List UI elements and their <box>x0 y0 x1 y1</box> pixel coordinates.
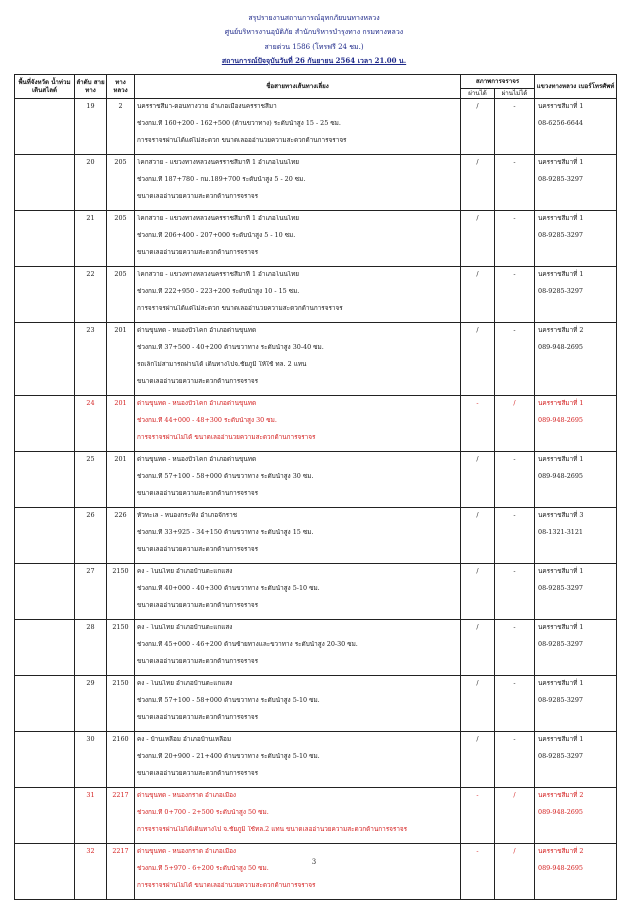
cell-office <box>535 452 617 508</box>
table-row <box>15 564 617 620</box>
cell-area <box>15 508 75 564</box>
cell-seq: 30 <box>75 732 107 788</box>
cell-area <box>15 99 75 155</box>
col-area: พื้นที่จังหวัด น้ำท่วมเดินสไลด์ <box>15 75 75 99</box>
cell-route: 2217 <box>107 844 135 900</box>
cell-office <box>535 396 617 452</box>
description-line: ขนาดเลออ่านวยความสะดวกด้านการจราจร <box>137 378 259 385</box>
report-hotline: สายด่วน 1586 (โทรฟรี 24 ชม.) <box>264 43 364 51</box>
cell-area <box>15 323 75 396</box>
office-phone: 08-9285-3297 <box>538 287 583 295</box>
cell-description <box>135 267 461 323</box>
col-seq: ลำดับ สายทาง <box>75 75 107 99</box>
description-line: ช่วงกม.ที่ 45+000 - 46+200 ด้านซ้ายทางและขวาทาง ระดับน้ำสูง 20-30 ซม. <box>137 641 358 648</box>
description-line: ขนาดเลออ่านวยความสะดวกด้านการจราจร <box>137 770 259 777</box>
cell-area <box>15 396 75 452</box>
cell-area <box>15 788 75 844</box>
col-nopass: ผ่านไม่ได้ <box>495 89 535 99</box>
description-line: ช่วงกม.ที่ 57+100 - 58+000 ด้านขวาทาง ระดับน้ำสูง 30 ซม. <box>137 473 314 480</box>
cell-pass: / <box>461 155 495 211</box>
cell-description <box>135 788 461 844</box>
description-line: ด่านขุนทด - หนองบัวโคก อำเภอด่านขุนทด <box>137 400 257 407</box>
cell-office <box>535 508 617 564</box>
cell-office <box>535 155 617 211</box>
description-line: โคกสวาย - แขวงทางหลวงนครราชสีมาที่ 1 อำเภอโนนไทย <box>137 159 300 166</box>
cell-nopass: / <box>495 844 535 900</box>
cell-nopass: - <box>495 508 535 564</box>
cell-seq: 26 <box>75 508 107 564</box>
description-line: ขนาดเลออ่านวยความสะดวกด้านการจราจร <box>137 193 259 200</box>
cell-area <box>15 676 75 732</box>
cell-area <box>15 211 75 267</box>
description-line: ด่านขุนทด - หนองบัวโคก อำเภอด่านขุนทด <box>137 456 257 463</box>
description-line: คง - โนนไทย อำเภอบ้านตะแกแสง <box>137 624 233 631</box>
col-office: แขวงทางหลวง เบอร์โทรศัพท์ <box>535 75 617 99</box>
cell-pass: / <box>461 676 495 732</box>
table-row <box>15 267 617 323</box>
description-line: ช่วงกม.ที่ 222+950 - 223+200 ระดับน้ำสูง 10 - 15 ซม. <box>137 288 300 295</box>
office-name: นครราชสีมาที่ 1 <box>538 102 584 110</box>
cell-route: 201 <box>107 452 135 508</box>
cell-office <box>535 323 617 396</box>
cell-nopass: - <box>495 99 535 155</box>
office-phone: 089-948-2695 <box>538 864 583 872</box>
cell-nopass: - <box>495 267 535 323</box>
cell-area <box>15 620 75 676</box>
description-line: ช่วงกม.ที่ 57+100 - 58+000 ด้านขวาทาง ระดับน้ำสูง 5-10 ซม. <box>137 697 320 704</box>
cell-description <box>135 620 461 676</box>
cell-nopass: - <box>495 564 535 620</box>
description-line: ช่วงกม.ที่ 0+700 - 2+500 ระดับน้ำสูง 50 ซม. <box>137 809 269 816</box>
description-line: คง - โนนไทย อำเภอบ้านตะแกแสง <box>137 568 233 575</box>
description-line: ด่านขุนทด - หนองกราด อำเภอเมือง <box>137 792 237 799</box>
cell-office <box>535 564 617 620</box>
office-name: นครราชสีมาที่ 3 <box>538 511 584 519</box>
cell-pass: / <box>461 323 495 396</box>
description-line: ช่วงกม.ที่ 37+500 - 40+200 ด้านขวาทาง ระดับน้ำสูง 30-40 ซม. <box>137 344 324 351</box>
cell-description <box>135 676 461 732</box>
cell-route: 2 <box>107 99 135 155</box>
office-phone: 08-1321-3121 <box>538 528 583 536</box>
cell-nopass: - <box>495 211 535 267</box>
office-phone: 089-948-2695 <box>538 416 583 424</box>
cell-area <box>15 452 75 508</box>
description-line: การจราจรผ่านไม่ได้ ขนาดเลออ่านวยความสะดวกด้านการจราจร <box>137 434 316 441</box>
description-line: ช่วงกม.ที่ 160+200 - 162+500 (ด้านขวาทาง) ระดับน้ำสูง 15 - 25 ซม. <box>137 120 341 127</box>
description-line: ช่วงกม.ที่ 187+780 - กม.189+700 ระดับน้ำสูง 5 - 20 ซม. <box>137 176 306 183</box>
cell-nopass: - <box>495 155 535 211</box>
description-line: คง - บ้านเหลื่อม อำเภอบ้านเหลื่อม <box>137 736 232 743</box>
office-name: นครราชสีมาที่ 1 <box>538 679 584 687</box>
cell-pass: - <box>461 396 495 452</box>
description-line: การจราจรผ่านไม่ได้เดินทางไป จ.ชัยภูมิ ใช้ทล.2 แทน ขนาดเลออ่านวยความสะดวกด้านการจราจร <box>137 826 408 833</box>
description-line: ขนาดเลออ่านวยความสะดวกด้านการจราจร <box>137 602 259 609</box>
cell-route: 201 <box>107 323 135 396</box>
report-agency: ศูนย์บริหารงานอุบัติภัย สำนักบริหารบำรุงทาง กรมทางหลวง <box>224 28 404 36</box>
table-row <box>15 452 617 508</box>
cell-office <box>535 732 617 788</box>
description-line: ช่วงกม.ที่ 206+400 - 207+000 ระดับน้ำสูง 5 - 10 ซม. <box>137 232 296 239</box>
cell-area <box>15 267 75 323</box>
flood-status-table <box>14 74 617 900</box>
cell-description <box>135 155 461 211</box>
page-number: 3 <box>311 858 317 866</box>
cell-seq: 32 <box>75 844 107 900</box>
cell-pass: / <box>461 211 495 267</box>
office-name: นครราชสีมาที่ 1 <box>538 399 584 407</box>
cell-pass: / <box>461 620 495 676</box>
cell-area <box>15 844 75 900</box>
office-phone: 08-6256-6644 <box>538 119 583 127</box>
table-row <box>15 211 617 267</box>
cell-office <box>535 211 617 267</box>
col-route: ทาง หลวง <box>107 75 135 99</box>
cell-office <box>535 620 617 676</box>
description-line: ด่านขุนทด - หนองกราด อำเภอเมือง <box>137 848 237 855</box>
cell-seq: 22 <box>75 267 107 323</box>
table-row <box>15 620 617 676</box>
office-phone: 08-9285-3297 <box>538 752 583 760</box>
cell-seq: 31 <box>75 788 107 844</box>
table-row <box>15 788 617 844</box>
description-line: ด่านขุนทด - หนองบัวโคก อำเภอด่านขุนทด <box>137 327 257 334</box>
cell-seq: 20 <box>75 155 107 211</box>
cell-route: 205 <box>107 155 135 211</box>
description-line: ขนาดเลออ่านวยความสะดวกด้านการจราจร <box>137 714 259 721</box>
cell-seq: 25 <box>75 452 107 508</box>
cell-route: 2150 <box>107 620 135 676</box>
description-line: ขนาดเลออ่านวยความสะดวกด้านการจราจร <box>137 546 259 553</box>
office-phone: 08-9285-3297 <box>538 640 583 648</box>
description-line: หัวทะเล - หนองกระทิง อำเภอจักราช <box>137 512 238 519</box>
cell-route: 2217 <box>107 788 135 844</box>
cell-seq: 28 <box>75 620 107 676</box>
cell-area <box>15 564 75 620</box>
description-line: โคกสวาย - แขวงทางหลวงนครราชสีมาที่ 1 อำเภอโนนไทย <box>137 271 300 278</box>
report-title: สรุปรายงานสถานการณ์อุทกภัยบนทางหลวง <box>248 14 380 22</box>
cell-description <box>135 508 461 564</box>
office-name: นครราชสีมาที่ 1 <box>538 567 584 575</box>
cell-office <box>535 844 617 900</box>
cell-seq: 24 <box>75 396 107 452</box>
cell-pass: - <box>461 844 495 900</box>
office-name: นครราชสีมาที่ 1 <box>538 623 584 631</box>
report-timestamp: สถานการณ์ปัจจุบันวันที่ 26 กันยายน 2564 เวลา 21.00 น. <box>221 56 407 65</box>
cell-description <box>135 396 461 452</box>
cell-route: 2150 <box>107 676 135 732</box>
office-name: นครราชสีมาที่ 1 <box>538 214 584 222</box>
cell-route: 205 <box>107 211 135 267</box>
description-line: ช่วงกม.ที่ 33+925 - 34+150 ด้านขวาทาง ระดับน้ำสูง 15 ซม. <box>137 529 314 536</box>
description-line: ขนาดเลออ่านวยความสะดวกด้านการจราจร <box>137 658 259 665</box>
cell-route: 2150 <box>107 564 135 620</box>
office-phone: 089-948-2695 <box>538 343 583 351</box>
table-row <box>15 99 617 155</box>
cell-route: 205 <box>107 267 135 323</box>
office-name: นครราชสีมาที่ 1 <box>538 455 584 463</box>
office-name: นครราชสีมาที่ 2 <box>538 791 584 799</box>
table-row <box>15 508 617 564</box>
table-row <box>15 732 617 788</box>
cell-office <box>535 788 617 844</box>
cell-office <box>535 267 617 323</box>
cell-area <box>15 155 75 211</box>
cell-pass: / <box>461 508 495 564</box>
office-name: นครราชสีมาที่ 1 <box>538 270 584 278</box>
description-line: การจราจรผ่านได้แต่ไม่สะดวก ขนาดเลอออ่านวยความสะดวกด้านการจราจร <box>137 137 347 144</box>
cell-office <box>535 676 617 732</box>
cell-nopass: - <box>495 676 535 732</box>
office-name: นครราชสีมาที่ 2 <box>538 847 584 855</box>
cell-route: 2160 <box>107 732 135 788</box>
description-line: นครราชสีมา-ตอนทางวาย อำเภอเมืองนครราชสีมา <box>137 103 277 110</box>
office-phone: 089-948-2695 <box>538 808 583 816</box>
cell-description <box>135 452 461 508</box>
cell-nopass: - <box>495 323 535 396</box>
description-line: โคกสวาย - แขวงทางหลวงนครราชสีมาที่ 1 อำเภอโนนไทย <box>137 215 300 222</box>
table-row <box>15 323 617 396</box>
description-line: รถเล็กไม่สามารถผ่านได้ เดินทางไปจ.ชัยภูมิ ให้ใช้ ทล. 2 แทน <box>137 361 307 368</box>
cell-description <box>135 732 461 788</box>
cell-pass: / <box>461 452 495 508</box>
cell-pass: / <box>461 99 495 155</box>
cell-pass: / <box>461 267 495 323</box>
col-name: ชื่อสายทางเส้นทางเลี่ยง <box>135 75 461 99</box>
table-row <box>15 155 617 211</box>
cell-nopass: - <box>495 620 535 676</box>
office-name: นครราชสีมาที่ 1 <box>538 735 584 743</box>
cell-pass: / <box>461 564 495 620</box>
cell-nopass: / <box>495 396 535 452</box>
cell-route: 201 <box>107 396 135 452</box>
cell-description <box>135 564 461 620</box>
cell-seq: 23 <box>75 323 107 396</box>
description-line: ช่วงกม.ที่ 5+970 - 6+200 ระดับน้ำสูง 50 ซม. <box>137 865 269 872</box>
cell-area <box>15 732 75 788</box>
col-pass: ผ่านได้ <box>461 89 495 99</box>
col-status: สภาพการจราจร <box>461 75 535 89</box>
description-line: ขนาดเลออ่านวยความสะดวกด้านการจราจร <box>137 249 259 256</box>
office-phone: 089-948-2695 <box>538 472 583 480</box>
description-line: ขนาดเลออ่านวยความสะดวกด้านการจราจร <box>137 490 259 497</box>
office-phone: 08-9285-3297 <box>538 584 583 592</box>
cell-nopass: - <box>495 452 535 508</box>
cell-seq: 19 <box>75 99 107 155</box>
table-row <box>15 676 617 732</box>
office-name: นครราชสีมาที่ 1 <box>538 158 584 166</box>
description-line: ช่วงกม.ที่ 20+900 - 21+400 ด้านขวาทาง ระดับน้ำสูง 5-10 ซม. <box>137 753 320 760</box>
cell-seq: 27 <box>75 564 107 620</box>
office-phone: 08-9285-3297 <box>538 696 583 704</box>
cell-description <box>135 99 461 155</box>
description-line: การจราจรผ่านไม่ได้ ขนาดเลออ่านวยความสะดวกด้านการจราจร <box>137 882 316 889</box>
cell-pass: / <box>461 732 495 788</box>
description-line: ช่วงกม.ที่ 44+000 - 48+300 ระดับน้ำสูง 30 ซม. <box>137 417 277 424</box>
description-line: การจราจรผ่านได้แต่ไม่สะดวก ขนาดเลออ่านวยความสะดวกด้านการจราจร <box>137 305 343 312</box>
cell-office <box>535 99 617 155</box>
cell-seq: 29 <box>75 676 107 732</box>
description-line: ช่วงกม.ที่ 40+000 - 40+300 ด้านขวาทาง ระดับน้ำสูง 5-10 ซม. <box>137 585 320 592</box>
cell-nopass: / <box>495 788 535 844</box>
cell-description <box>135 211 461 267</box>
cell-pass: - <box>461 788 495 844</box>
cell-route: 226 <box>107 508 135 564</box>
description-line: คง - โนนไทย อำเภอบ้านตะแกแสง <box>137 680 233 687</box>
cell-nopass: - <box>495 732 535 788</box>
office-phone: 08-9285-3297 <box>538 231 583 239</box>
cell-description <box>135 844 461 900</box>
table-row <box>15 844 617 900</box>
cell-seq: 21 <box>75 211 107 267</box>
cell-description <box>135 323 461 396</box>
office-phone: 08-9285-3297 <box>538 175 583 183</box>
office-name: นครราชสีมาที่ 2 <box>538 326 584 334</box>
table-row <box>15 396 617 452</box>
